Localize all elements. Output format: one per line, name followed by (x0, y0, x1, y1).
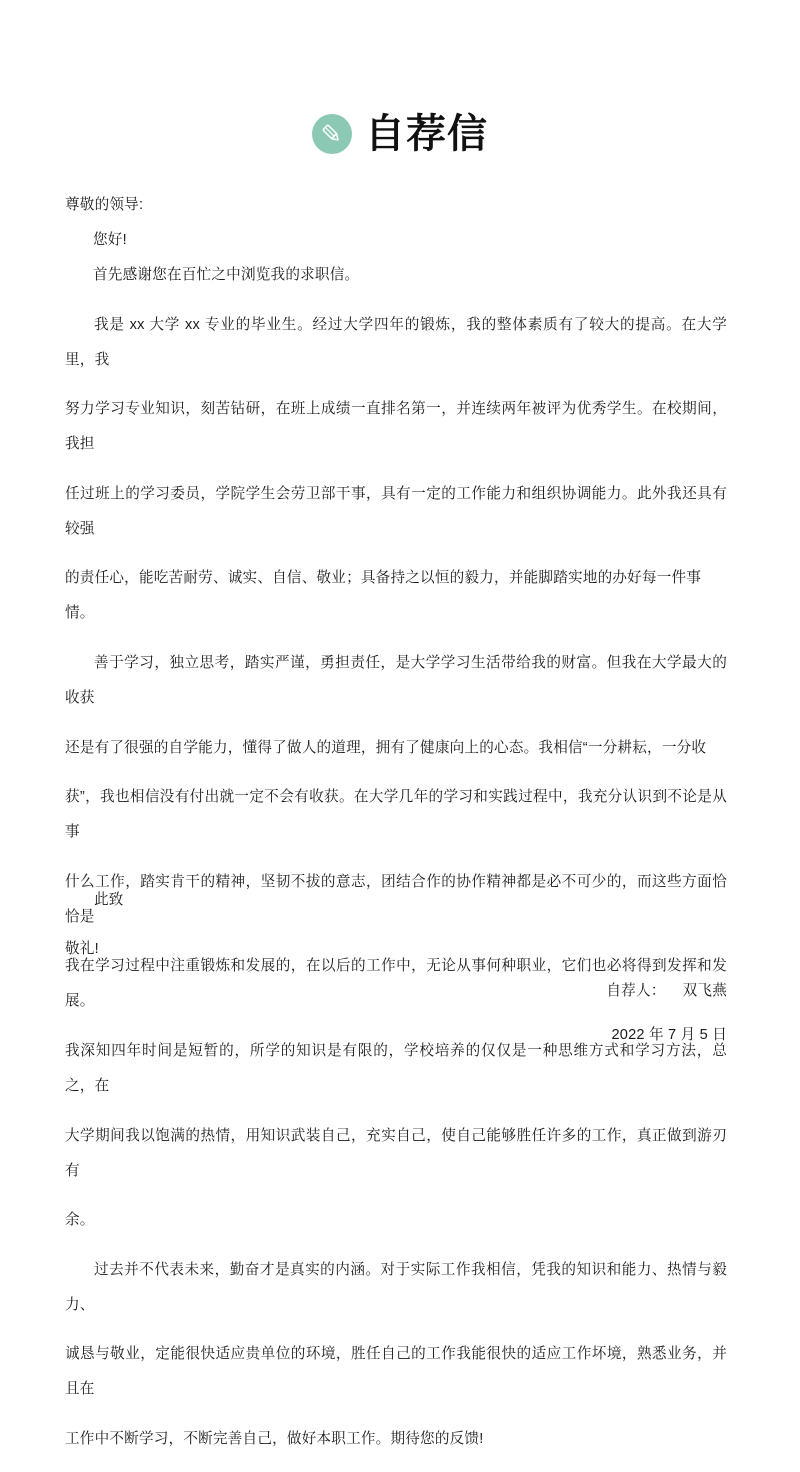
signature-spacer (65, 1009, 727, 1018)
letter-body (65, 188, 727, 1472)
greeting: 您好! (93, 232, 127, 248)
paragraph-line: 还是有了很强的自学能力，懂得了做人的道理，拥有了健康向上的心态。我相信“一分耕耘，一分收 (65, 739, 707, 756)
page-title-text: 自荐信 (365, 112, 488, 156)
paragraph-3 (65, 1253, 727, 1457)
paragraph-line: 什么工作，踏实肯干的精神，坚韧不拔的意志，团结合作的协作精神都是必不可少的，而这些方面恰恰是 (65, 873, 727, 925)
signature-date: 2022 年 7 月 5 日 (611, 1027, 727, 1043)
paragraph-line: 诚恳与敬业，定能很快适应贵单位的环境，胜任自己的工作我能很快的适应工作坏境，熟悉业务，并且在 (65, 1346, 727, 1398)
paragraph-line: 我深知四年时间是短暂的，所学的知识是有限的，学校培养的仅仅是一种思维方式和学习方法，总之，在 (65, 1042, 727, 1094)
paragraph-line: 过去并不代表未来，勤奋才是真实的内涵。对于实际工作我相信，凭我的知识和能力、热情与毅力、 (65, 1261, 727, 1313)
paragraph-1 (65, 308, 727, 632)
signature-block (65, 974, 727, 1053)
paragraph-line: 我是 xx 大学 xx 专业的毕业生。经过大学四年的锻炼，我的整体素质有了较大的提高。在大学里，我 (65, 316, 727, 368)
paragraph-line: 努力学习专业知识，刻苦钻研，在班上成绩一直排名第一，并连续两年被评为优秀学生。在校期间，我担 (65, 401, 727, 453)
paragraph-line: 任过班上的学习委员，学院学生会劳卫部干事，具有一定的工作能力和组织协调能力。此外我还具有较强 (65, 485, 727, 537)
closing-jingli: 敬礼! (65, 941, 99, 958)
closing-block (65, 868, 727, 982)
opening-line: 首先感谢您在百忙之中浏览我的求职信。 (93, 267, 360, 283)
signature-author-name: 双飞燕 (682, 983, 727, 999)
salutation: 尊敬的领导: (65, 197, 144, 213)
pencil-icon (312, 114, 352, 154)
paragraph-line: 获”，我也相信没有付出就一定不会有收获。在大学几年的学习和实践过程中，我充分认识到不论是从事 (65, 789, 727, 841)
paragraph-line: 工作中不断学习，不断完善自己，做好本职工作。期待您的反馈! (65, 1430, 484, 1447)
signature-author-label: 自荐人： (606, 983, 666, 999)
paragraph-line: 余。 (65, 1212, 95, 1229)
page-title (0, 112, 800, 157)
signature-author (65, 974, 727, 1009)
paragraph-line: 大学期间我以饱满的热情，用知识武装自己，充实自己，使自己能够胜任许多的工作，真正做到游刃有 (65, 1127, 727, 1179)
paragraph-line: 我在学习过程中注重锻炼和发展的，在以后的工作中，无论从事何种职业，它们也必将得到发挥和发展。 (65, 958, 727, 1010)
paragraph-line: 善于学习，独立思考，踏实严谨，勇担责任，是大学学习生活带给我的财富。但我在大学最大的收获 (65, 654, 727, 706)
paragraph-line: 的责任心，能吃苦耐劳、诚实、自信、敬业；具备持之以恒的毅力，并能脚踏实地的办好每一件事情。 (65, 570, 702, 622)
closing-cizhi: 此致 (94, 891, 124, 908)
